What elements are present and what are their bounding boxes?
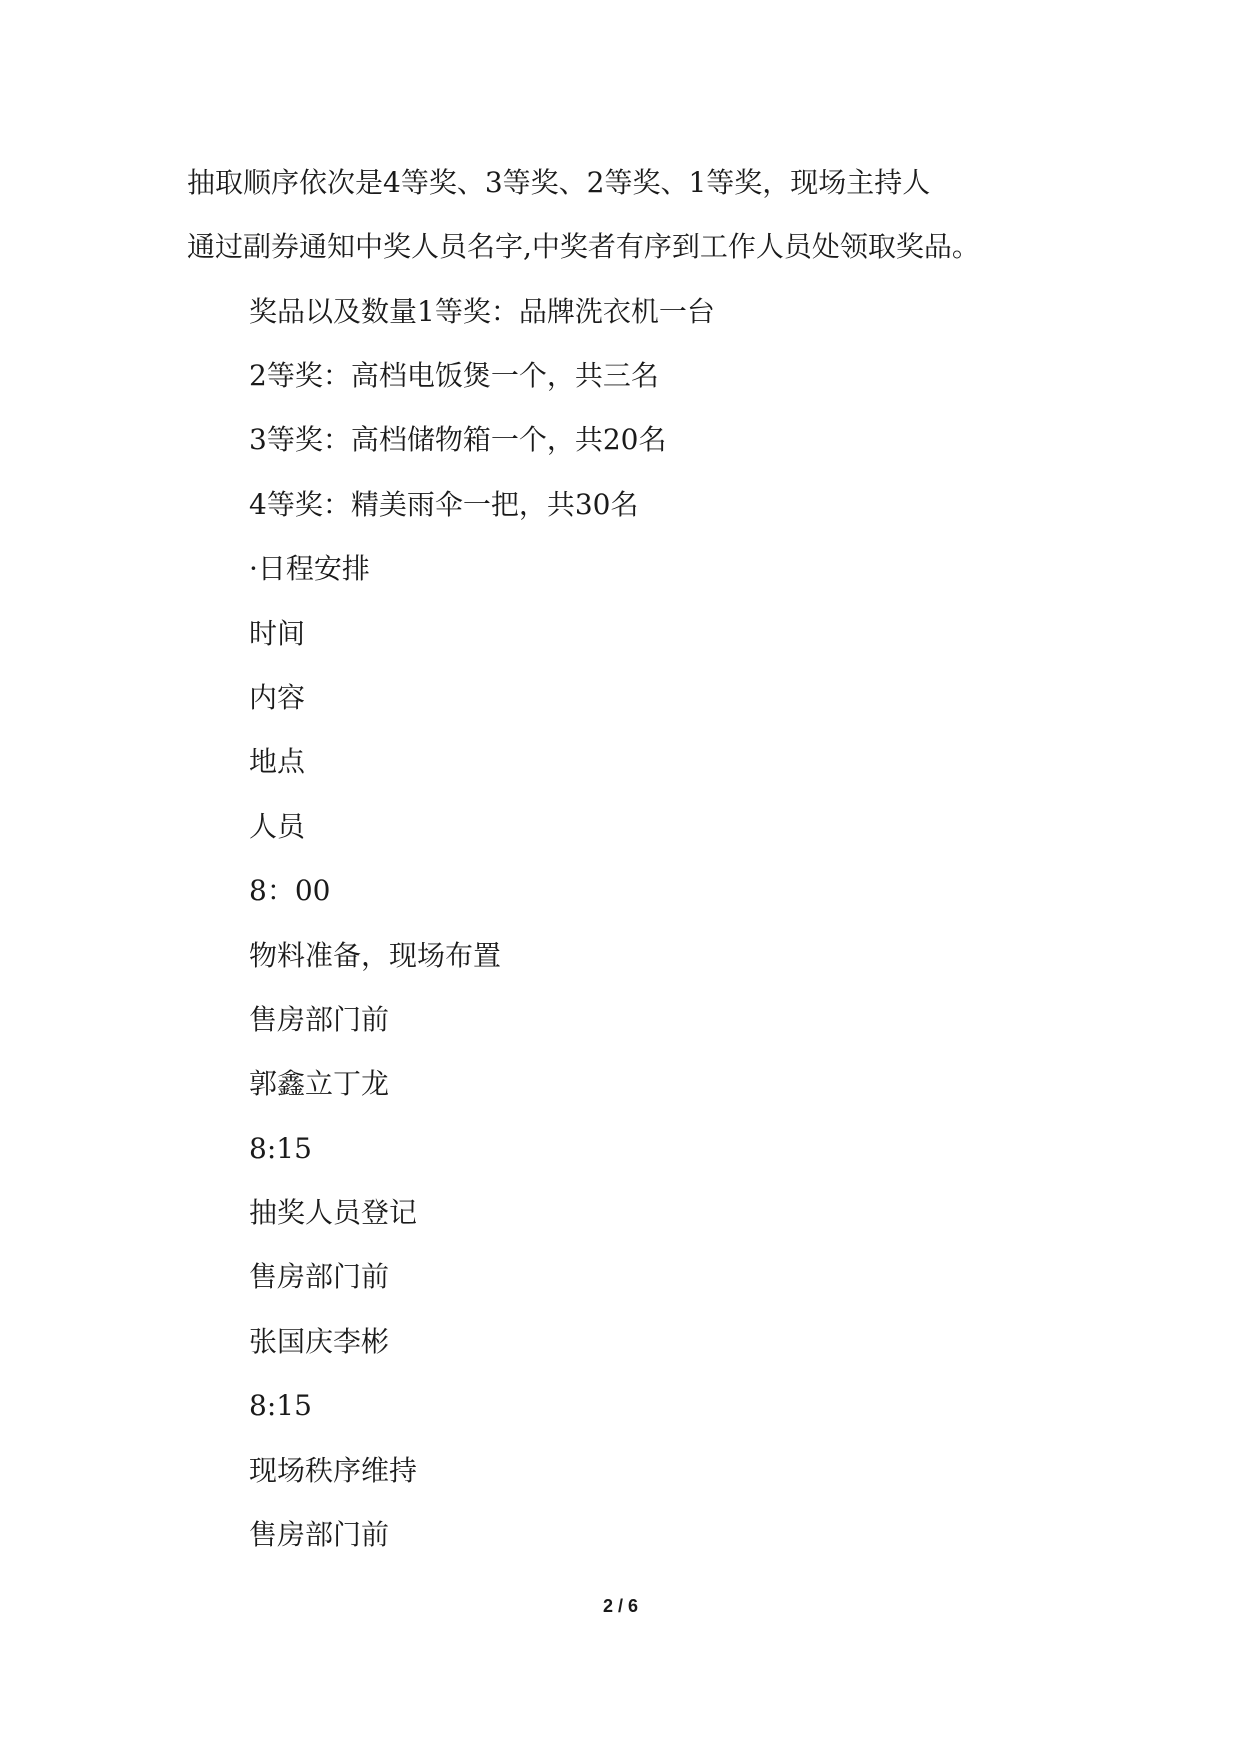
schedule-heading: ·日程安排 <box>249 552 370 585</box>
prize-third: 3等奖：高档储物箱一个，共20名 <box>249 423 667 456</box>
schedule-row-location: 售房部门前 <box>249 1003 390 1036</box>
schedule-header-staff: 人员 <box>249 810 306 843</box>
schedule-row-time: 8:15 <box>249 1389 312 1422</box>
schedule-row-time: 8：00 <box>249 874 331 907</box>
prize-first: 奖品以及数量1等奖：品牌洗衣机一台 <box>249 295 715 328</box>
paragraph-notification: 通过副券通知中奖人员名字,中奖者有序到工作人员处领取奖品。 <box>187 230 980 263</box>
schedule-row-location: 售房部门前 <box>249 1260 390 1293</box>
schedule-header-content: 内容 <box>249 681 306 714</box>
paragraph-draw-order: 抽取顺序依次是4等奖、3等奖、2等奖、1等奖，现场主持人 <box>187 166 931 199</box>
schedule-row-content: 现场秩序维持 <box>249 1454 418 1487</box>
schedule-row-content: 物料准备，现场布置 <box>249 939 502 972</box>
schedule-row-staff: 张国庆李彬 <box>249 1325 390 1358</box>
schedule-header-time: 时间 <box>249 617 306 650</box>
prize-fourth: 4等奖：精美雨伞一把，共30名 <box>249 488 639 521</box>
schedule-row-content: 抽奖人员登记 <box>249 1196 418 1229</box>
schedule-row-location: 售房部门前 <box>249 1518 390 1551</box>
schedule-row-staff: 郭鑫立丁龙 <box>249 1067 390 1100</box>
schedule-header-location: 地点 <box>249 745 306 778</box>
schedule-row-time: 8:15 <box>249 1132 312 1165</box>
page-number: 2 / 6 <box>602 1596 639 1616</box>
prize-second: 2等奖：高档电饭煲一个，共三名 <box>249 359 659 392</box>
